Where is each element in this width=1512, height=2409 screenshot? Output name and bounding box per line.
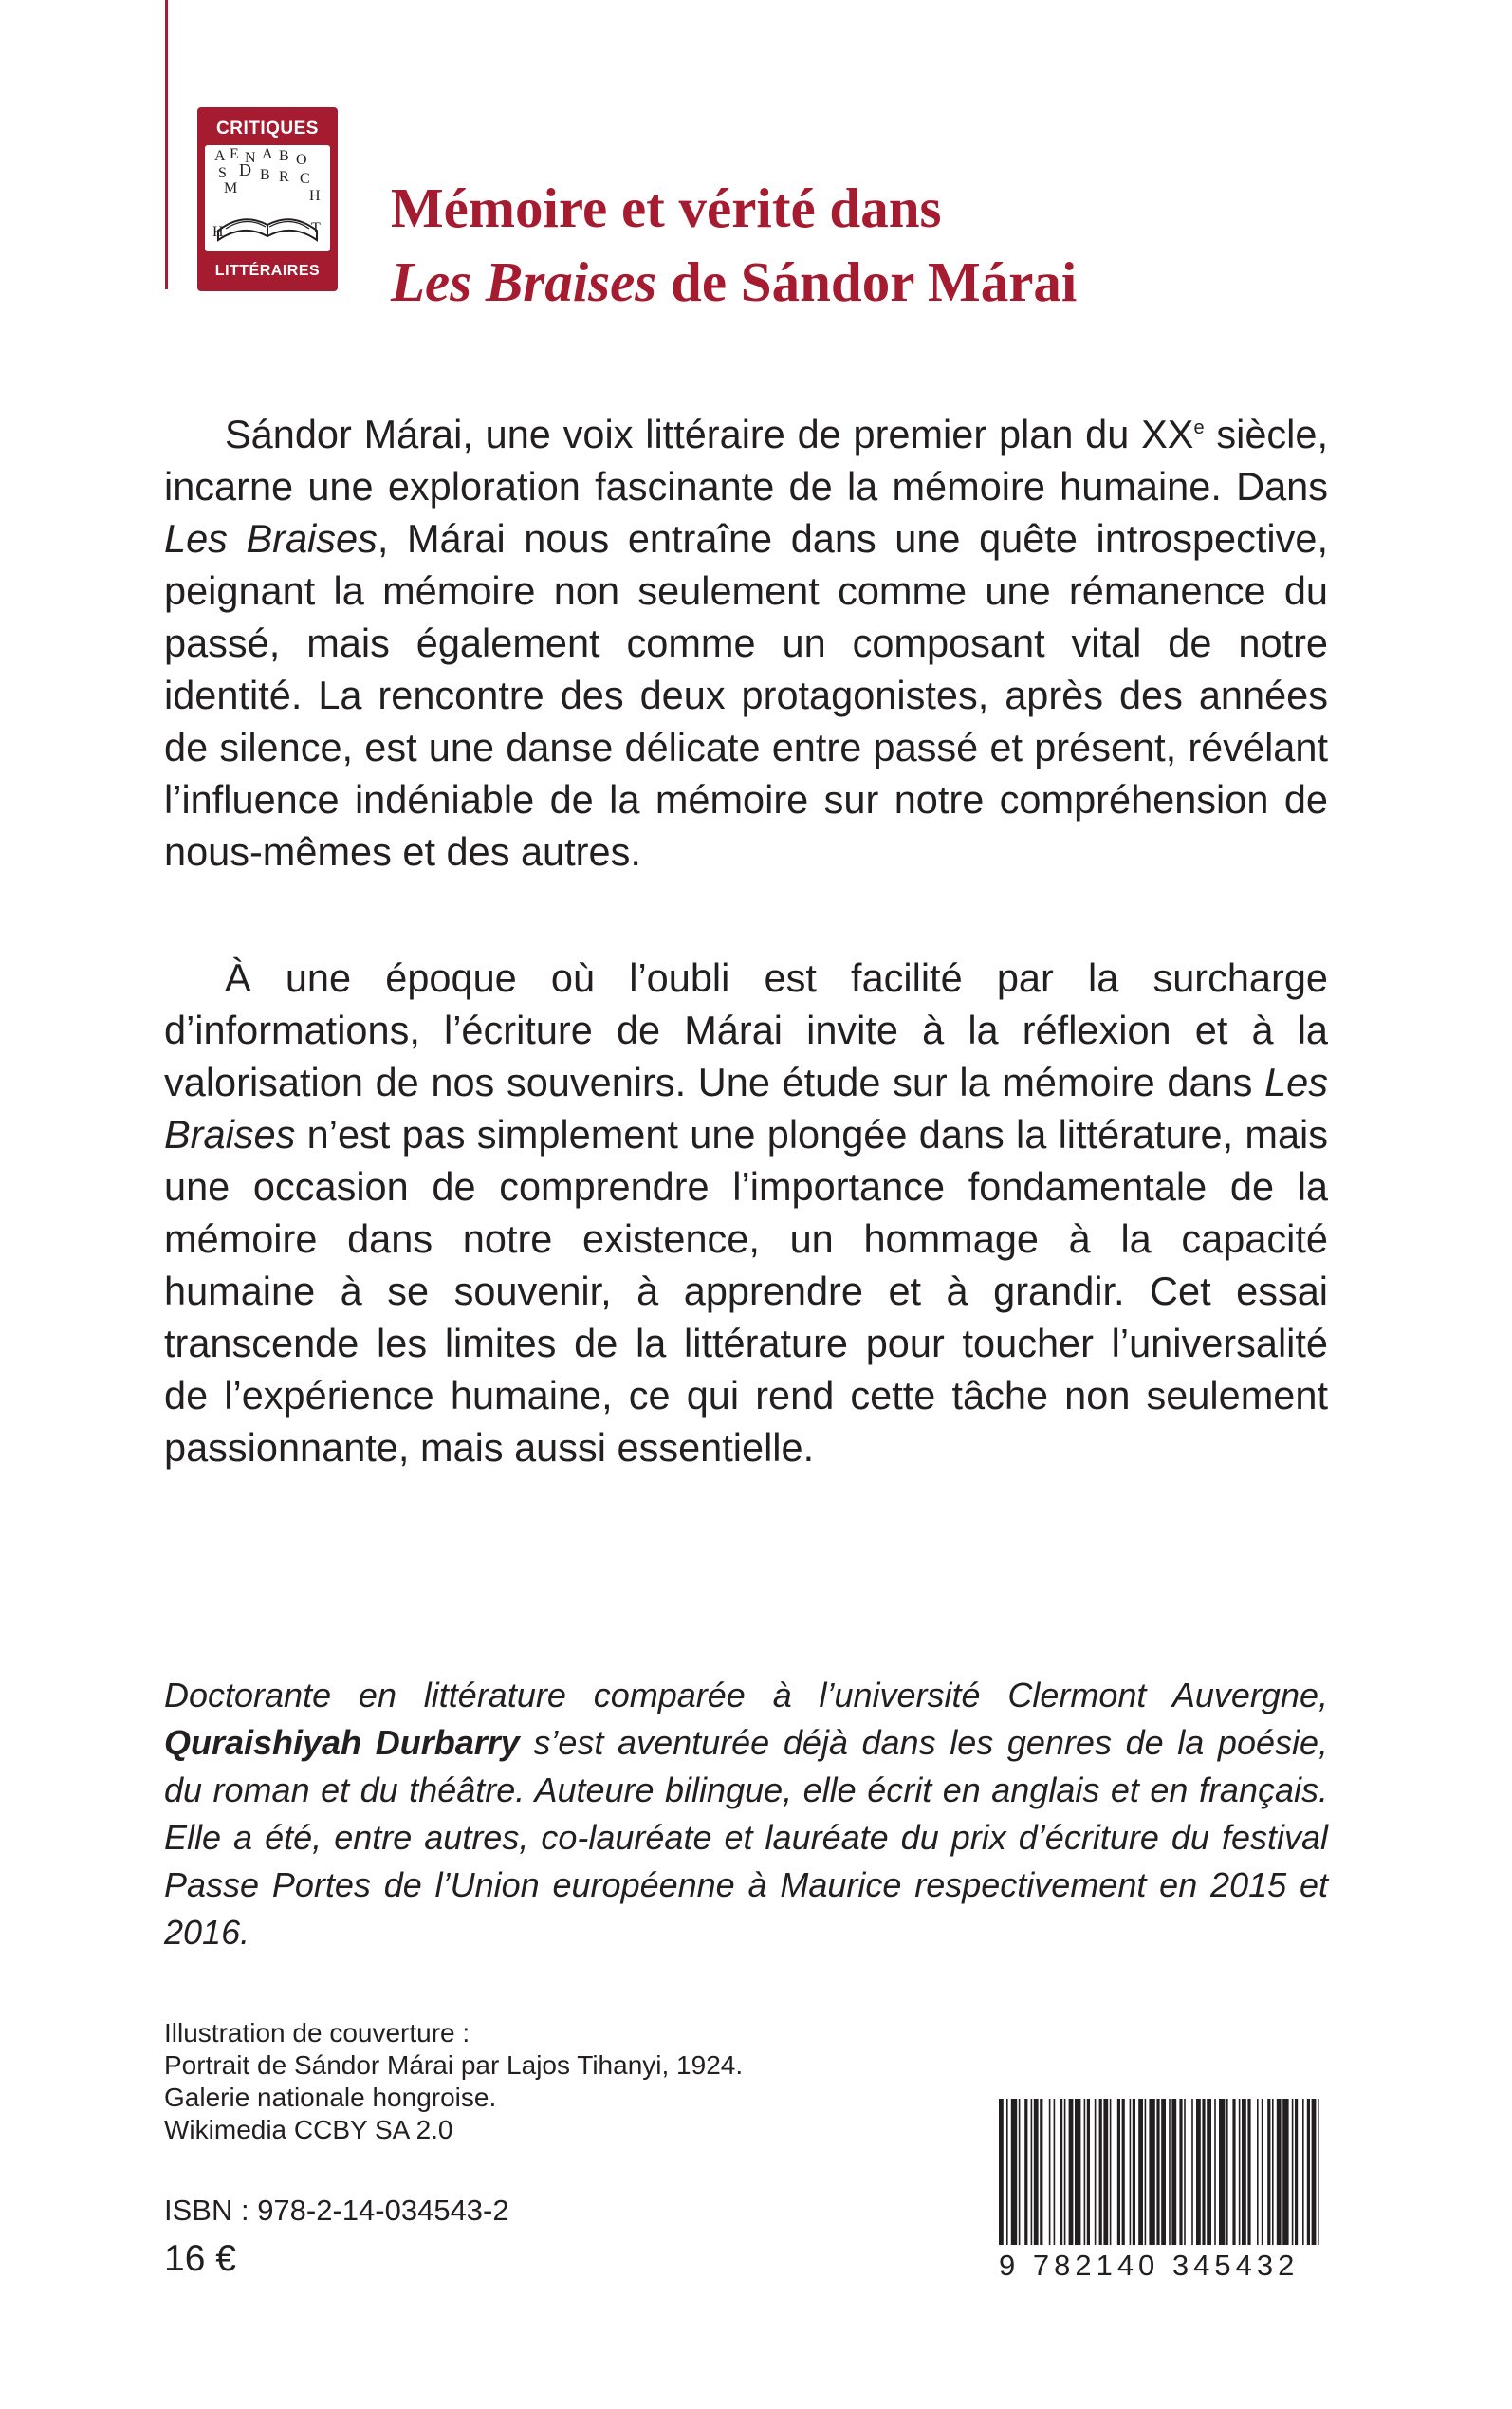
svg-text:M: M (224, 180, 238, 196)
summary-paragraph-2 (164, 952, 1328, 1473)
series-logo-bottom-text: LITTÉRAIRES (214, 263, 321, 279)
svg-text:H: H (309, 188, 321, 204)
author-bio (164, 1672, 1328, 1956)
svg-text:D: D (239, 160, 251, 179)
svg-text:C: C (300, 171, 310, 187)
century-superscript: e (1193, 417, 1205, 439)
svg-text:E: E (230, 146, 239, 162)
credit-line: Illustration de couverture : (164, 2018, 470, 2048)
summary-p2-text-b: n’est pas simplement une plongée dans la littérature, mais une occasion de comprendre l’importance fondamentale de la mémoire dans notre existence, un hommage à la capacité humaine à se souvenir, à apprendre et à grandir. Cet essai transcende les limites de la littérature pour toucher l’universalité de l’expérience humaine, ce qui rend cette tâche non seulement passionnante, mais aussi essentielle. (164, 1112, 1328, 1470)
svg-text:O: O (296, 152, 307, 168)
svg-text:T: T (311, 220, 321, 236)
svg-text:B: B (260, 167, 270, 183)
barcode-bars (999, 2099, 1324, 2245)
summary-p2-text-a: À une époque où l’oubli est facilité par la surcharge d’informations, l’écriture de Márai invite à la réflexion et à la valorisation de nos souvenirs. Une étude sur la mémoire dans (164, 955, 1328, 1104)
summary-p1-text-a: Sándor Márai, une voix littéraire de premier plan du XX (225, 412, 1194, 456)
svg-text:S: S (218, 165, 227, 181)
summary-p2-book-name: Les Braises (164, 1060, 1328, 1157)
series-logo-top-text: CRITIQUES (216, 119, 319, 139)
barcode (999, 2099, 1324, 2283)
book-title (391, 171, 1434, 319)
svg-text:H: H (212, 224, 224, 240)
series-logo (197, 107, 338, 291)
title-book-name: Les Braises (391, 250, 657, 313)
summary-p1-text-c: , Márai nous entraîne dans une quête introspective, peignant la mémoire non seulement comme une rémanence du passé, mais également comme un composant vital de notre identité. La rencontre des deux protagonistes, après des années de silence, est une danse délicate entre passé et présent, révélant l’influence indéniable de la mémoire sur notre compréhension de nous-mêmes et des autres. (164, 516, 1328, 874)
title-line-2 (391, 245, 1434, 319)
title-line-1: Mémoire et vérité dans (391, 176, 942, 239)
credit-line: Galerie nationale hongroise. (164, 2083, 497, 2112)
credit-line: Wikimedia CCBY SA 2.0 (164, 2115, 453, 2144)
isbn: ISBN : 978-2-14-034543-2 (164, 2194, 509, 2227)
summary-p1-text-b: siècle, incarne une exploration fascinante de la mémoire humaine. Dans (164, 412, 1328, 509)
barcode-number: 9 782140 345432 (999, 2249, 1300, 2282)
bio-text-b: s’est aventurée déjà dans les genres de la poésie, du roman et du théâtre. Auteure bilingue, elle écrit en anglais et en français. Elle a été, entre autres, co-lauréate et lauréate du prix d’écriture du festival Passe Portes de l’Union européenne à Maurice respectivement en 2015 et 2016. (164, 1723, 1329, 1952)
title-line-2-rest: de Sándor Márai (656, 250, 1078, 313)
svg-text:R: R (279, 169, 289, 185)
svg-text:N: N (245, 150, 256, 166)
red-vertical-rule (165, 0, 168, 289)
svg-text:A: A (214, 148, 226, 164)
svg-text:A: A (262, 146, 273, 162)
author-name: Quraishiyah Durbarry (164, 1723, 520, 1762)
credit-line: Portrait de Sándor Márai par Lajos Tihanyi, 1924. (164, 2050, 744, 2080)
cover-credits (164, 2017, 828, 2146)
price: 16 € (164, 2238, 236, 2279)
open-book-icon (205, 145, 330, 251)
summary-paragraph-1 (164, 408, 1328, 878)
bio-text-a: Doctorante en littérature comparée à l’université Clermont Auvergne, (164, 1676, 1328, 1714)
summary-p1-book-name: Les Braises (164, 516, 378, 561)
svg-text:B: B (279, 148, 289, 164)
